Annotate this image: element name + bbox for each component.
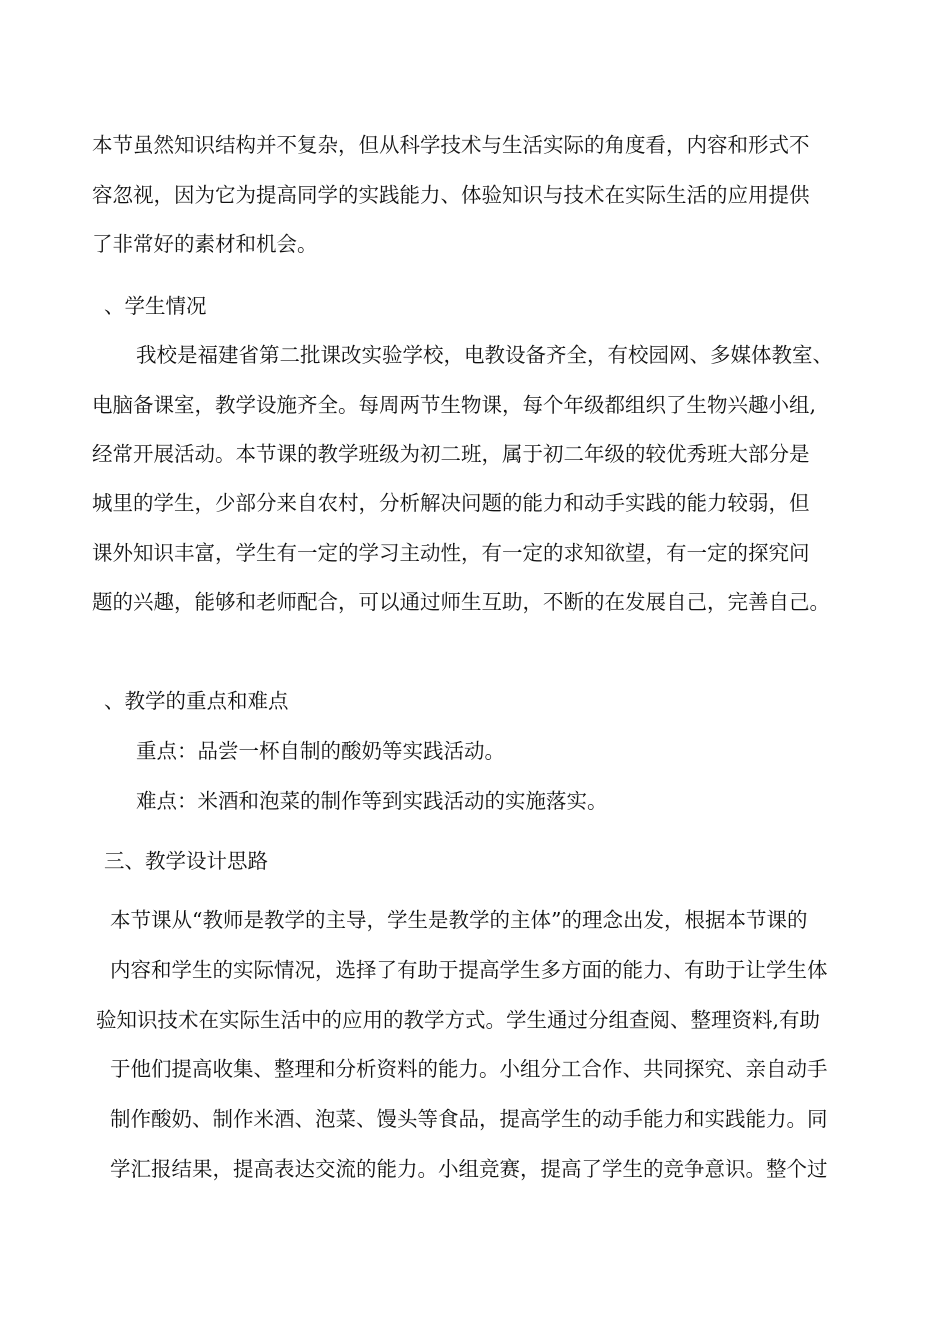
students-line: 电脑备课室，教学设施齐全。每周两节生物课，每个年级都组织了生物兴趣小组, bbox=[92, 393, 817, 417]
design-line: 验知识技术在实际生活中的应用的教学方式。学生通过分组查阅、整理资料,有助 bbox=[96, 1008, 821, 1032]
focus-line: 重点：品尝一杯自制的酸奶等实践活动。 bbox=[136, 739, 505, 763]
design-line: 于他们提高收集、整理和分析资料的能力。小组分工合作、共同探究、亲自动手 bbox=[110, 1057, 828, 1081]
design-heading: 三、教学设计思路 bbox=[104, 849, 268, 873]
intro-line: 容忽视，因为它为提高同学的实践能力、体验知识与技术在实际生活的应用提供 bbox=[92, 183, 810, 207]
intro-line: 了非常好的素材和机会。 bbox=[92, 232, 318, 256]
design-line: 学汇报结果，提高表达交流的能力。小组竞赛，提高了学生的竞争意识。整个过 bbox=[110, 1157, 828, 1181]
design-line: 本节课从“教师是教学的主导，学生是教学的主体”的理念出发，根据本节课的 bbox=[110, 908, 808, 932]
difficulty-line: 难点：米酒和泡菜的制作等到实践活动的实施落实。 bbox=[136, 789, 608, 813]
students-line: 我校是福建省第二批课改实验学校，电教设备齐全，有校园网、多媒体教室、 bbox=[136, 343, 833, 367]
design-line: 制作酸奶、制作米酒、泡菜、馒头等食品，提高学生的动手能力和实践能力。同 bbox=[110, 1107, 828, 1131]
students-line: 课外知识丰富，学生有一定的学习主动性，有一定的求知欲望，有一定的探究问 bbox=[92, 541, 810, 565]
students-line: 经常开展活动。本节课的教学班级为初二班，属于初二年级的较优秀班大部分是 bbox=[92, 442, 810, 466]
design-line: 内容和学生的实际情况，选择了有助于提高学生多方面的能力、有助于让学生体 bbox=[110, 958, 828, 982]
students-line: 题的兴趣，能够和老师配合，可以通过师生互助，不断的在发展自己，完善自己。 bbox=[92, 590, 830, 614]
key-points-heading: 、教学的重点和难点 bbox=[104, 689, 289, 713]
intro-line: 本节虽然知识结构并不复杂，但从科学技术与生活实际的角度看，内容和形式不 bbox=[92, 133, 810, 157]
students-heading: 、学生情况 bbox=[104, 294, 207, 318]
students-line: 城里的学生，少部分来自农村，分析解决问题的能力和动手实践的能力较弱，但 bbox=[92, 491, 810, 515]
